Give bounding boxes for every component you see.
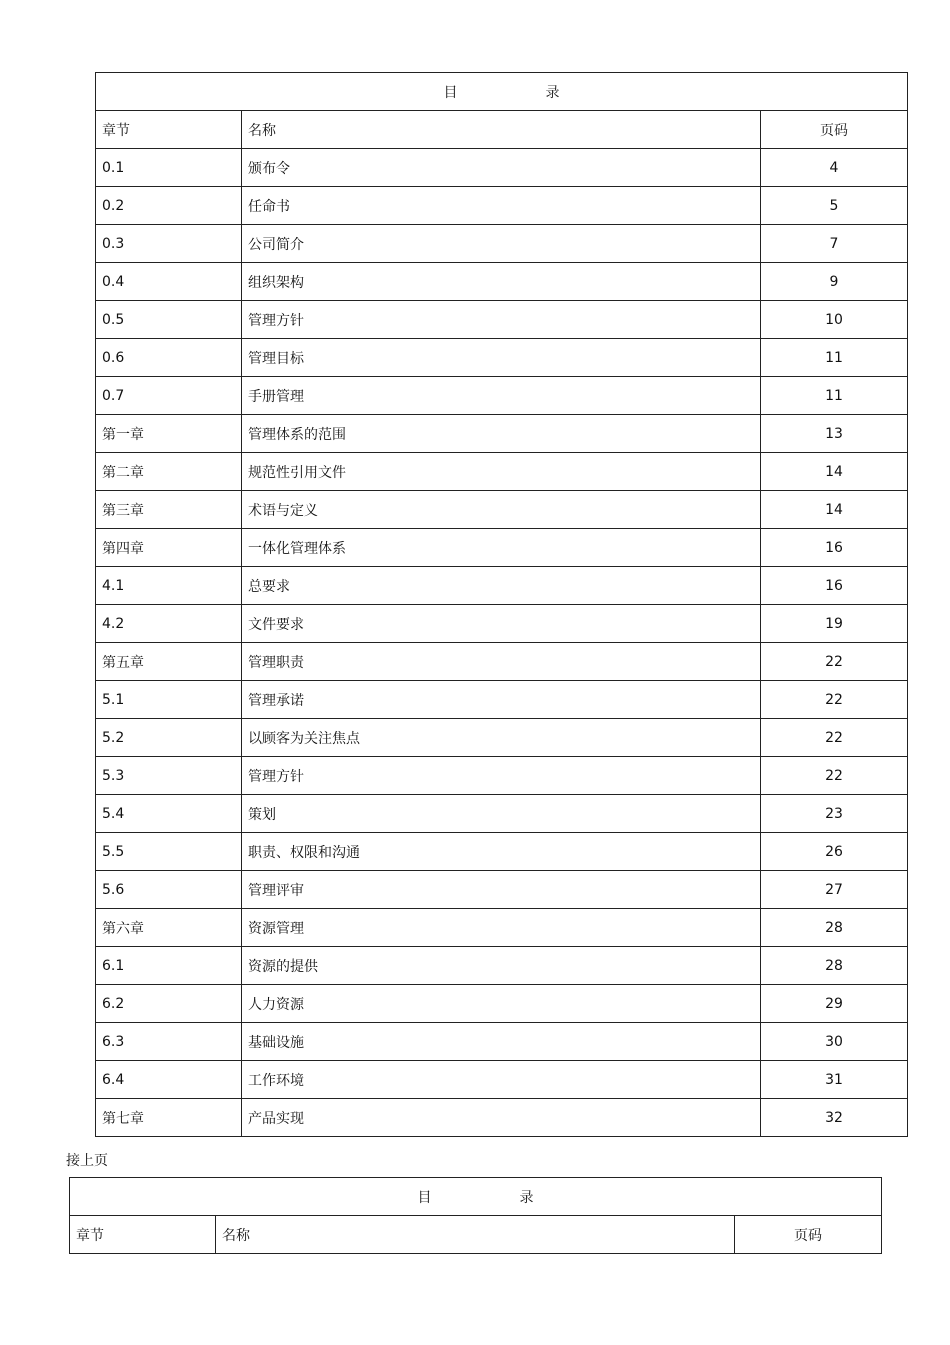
table-row [96,1061,908,1099]
row-section: 4.1 [96,567,242,605]
row-page: 7 [761,225,908,263]
row-name: 管理承诺 [242,681,761,719]
table-row [96,643,908,681]
toc-title [70,1178,882,1216]
table-row [96,301,908,339]
row-page: 30 [761,1023,908,1061]
toc-table-continued [69,1177,882,1254]
table-row [96,605,908,643]
row-page: 31 [761,1061,908,1099]
row-section: 6.1 [96,947,242,985]
row-section: 0.7 [96,377,242,415]
table-row [96,377,908,415]
row-name: 职责、权限和沟通 [242,833,761,871]
table-row [96,149,908,187]
row-name: 规范性引用文件 [242,453,761,491]
row-section: 0.3 [96,225,242,263]
row-name: 管理目标 [242,339,761,377]
row-name: 资源管理 [242,909,761,947]
row-name: 文件要求 [242,605,761,643]
header-page: 页码 [761,111,908,149]
header-page: 页码 [735,1216,882,1254]
row-page: 26 [761,833,908,871]
table-row [96,909,908,947]
row-name: 工作环境 [242,1061,761,1099]
table-row [96,795,908,833]
row-name: 组织架构 [242,263,761,301]
table-row [96,871,908,909]
row-name: 管理评审 [242,871,761,909]
row-section: 第二章 [96,453,242,491]
table-row [96,681,908,719]
table-row [96,491,908,529]
row-section: 0.5 [96,301,242,339]
row-section: 5.2 [96,719,242,757]
row-page: 23 [761,795,908,833]
row-section: 0.6 [96,339,242,377]
row-section: 5.6 [96,871,242,909]
toc-title-left: 目 [443,84,458,101]
row-section: 5.5 [96,833,242,871]
table-row [96,757,908,795]
row-name: 人力资源 [242,985,761,1023]
table-row [96,453,908,491]
table-row [96,985,908,1023]
row-page: 11 [761,377,908,415]
table-row [96,833,908,871]
row-section: 0.4 [96,263,242,301]
row-page: 29 [761,985,908,1023]
table-row [96,263,908,301]
row-page: 4 [761,149,908,187]
row-section: 0.1 [96,149,242,187]
row-section: 第五章 [96,643,242,681]
row-name: 管理方针 [242,301,761,339]
row-page: 22 [761,643,908,681]
toc-title-right: 录 [519,1189,534,1206]
row-page: 5 [761,187,908,225]
row-page: 16 [761,567,908,605]
row-name: 术语与定义 [242,491,761,529]
row-page: 9 [761,263,908,301]
row-section: 第四章 [96,529,242,567]
row-page: 32 [761,1099,908,1137]
toc-table-body [96,73,908,1137]
row-page: 22 [761,719,908,757]
row-page: 14 [761,491,908,529]
toc-header-row [70,1216,882,1254]
header-name: 名称 [216,1216,735,1254]
row-name: 管理职责 [242,643,761,681]
table-row [96,529,908,567]
row-page: 28 [761,909,908,947]
toc-header-row [96,111,908,149]
row-section: 6.2 [96,985,242,1023]
row-page: 22 [761,681,908,719]
row-page: 16 [761,529,908,567]
row-page: 11 [761,339,908,377]
toc-title-right: 录 [545,84,560,101]
toc-title-row [96,73,908,111]
row-section: 5.1 [96,681,242,719]
row-section: 4.2 [96,605,242,643]
row-section: 6.4 [96,1061,242,1099]
table-row [96,415,908,453]
row-name: 以顾客为关注焦点 [242,719,761,757]
row-name: 管理方针 [242,757,761,795]
table-row [96,947,908,985]
table-row [96,1099,908,1137]
row-name: 资源的提供 [242,947,761,985]
header-name: 名称 [242,111,761,149]
row-name: 基础设施 [242,1023,761,1061]
table-row [96,1023,908,1061]
table-row [96,719,908,757]
row-name: 策划 [242,795,761,833]
row-section: 0.2 [96,187,242,225]
row-section: 第一章 [96,415,242,453]
row-name: 一体化管理体系 [242,529,761,567]
row-name: 产品实现 [242,1099,761,1137]
row-page: 19 [761,605,908,643]
toc-title-row [70,1178,882,1216]
header-section: 章节 [96,111,242,149]
row-section: 5.4 [96,795,242,833]
continued-label: 接上页 [66,1153,108,1169]
row-name: 总要求 [242,567,761,605]
row-name: 管理体系的范围 [242,415,761,453]
header-section: 章节 [70,1216,216,1254]
row-page: 28 [761,947,908,985]
row-page: 10 [761,301,908,339]
row-name: 任命书 [242,187,761,225]
row-name: 手册管理 [242,377,761,415]
row-section: 5.3 [96,757,242,795]
row-page: 27 [761,871,908,909]
toc-table [95,72,908,1137]
row-page: 22 [761,757,908,795]
row-name: 颁布令 [242,149,761,187]
row-section: 第七章 [96,1099,242,1137]
row-section: 6.3 [96,1023,242,1061]
table-row [96,339,908,377]
table-row [96,187,908,225]
toc-title-left: 目 [417,1189,432,1206]
row-section: 第三章 [96,491,242,529]
row-page: 14 [761,453,908,491]
row-name: 公司简介 [242,225,761,263]
table-row [96,225,908,263]
table-row [96,567,908,605]
toc-title [96,73,908,111]
row-section: 第六章 [96,909,242,947]
row-page: 13 [761,415,908,453]
